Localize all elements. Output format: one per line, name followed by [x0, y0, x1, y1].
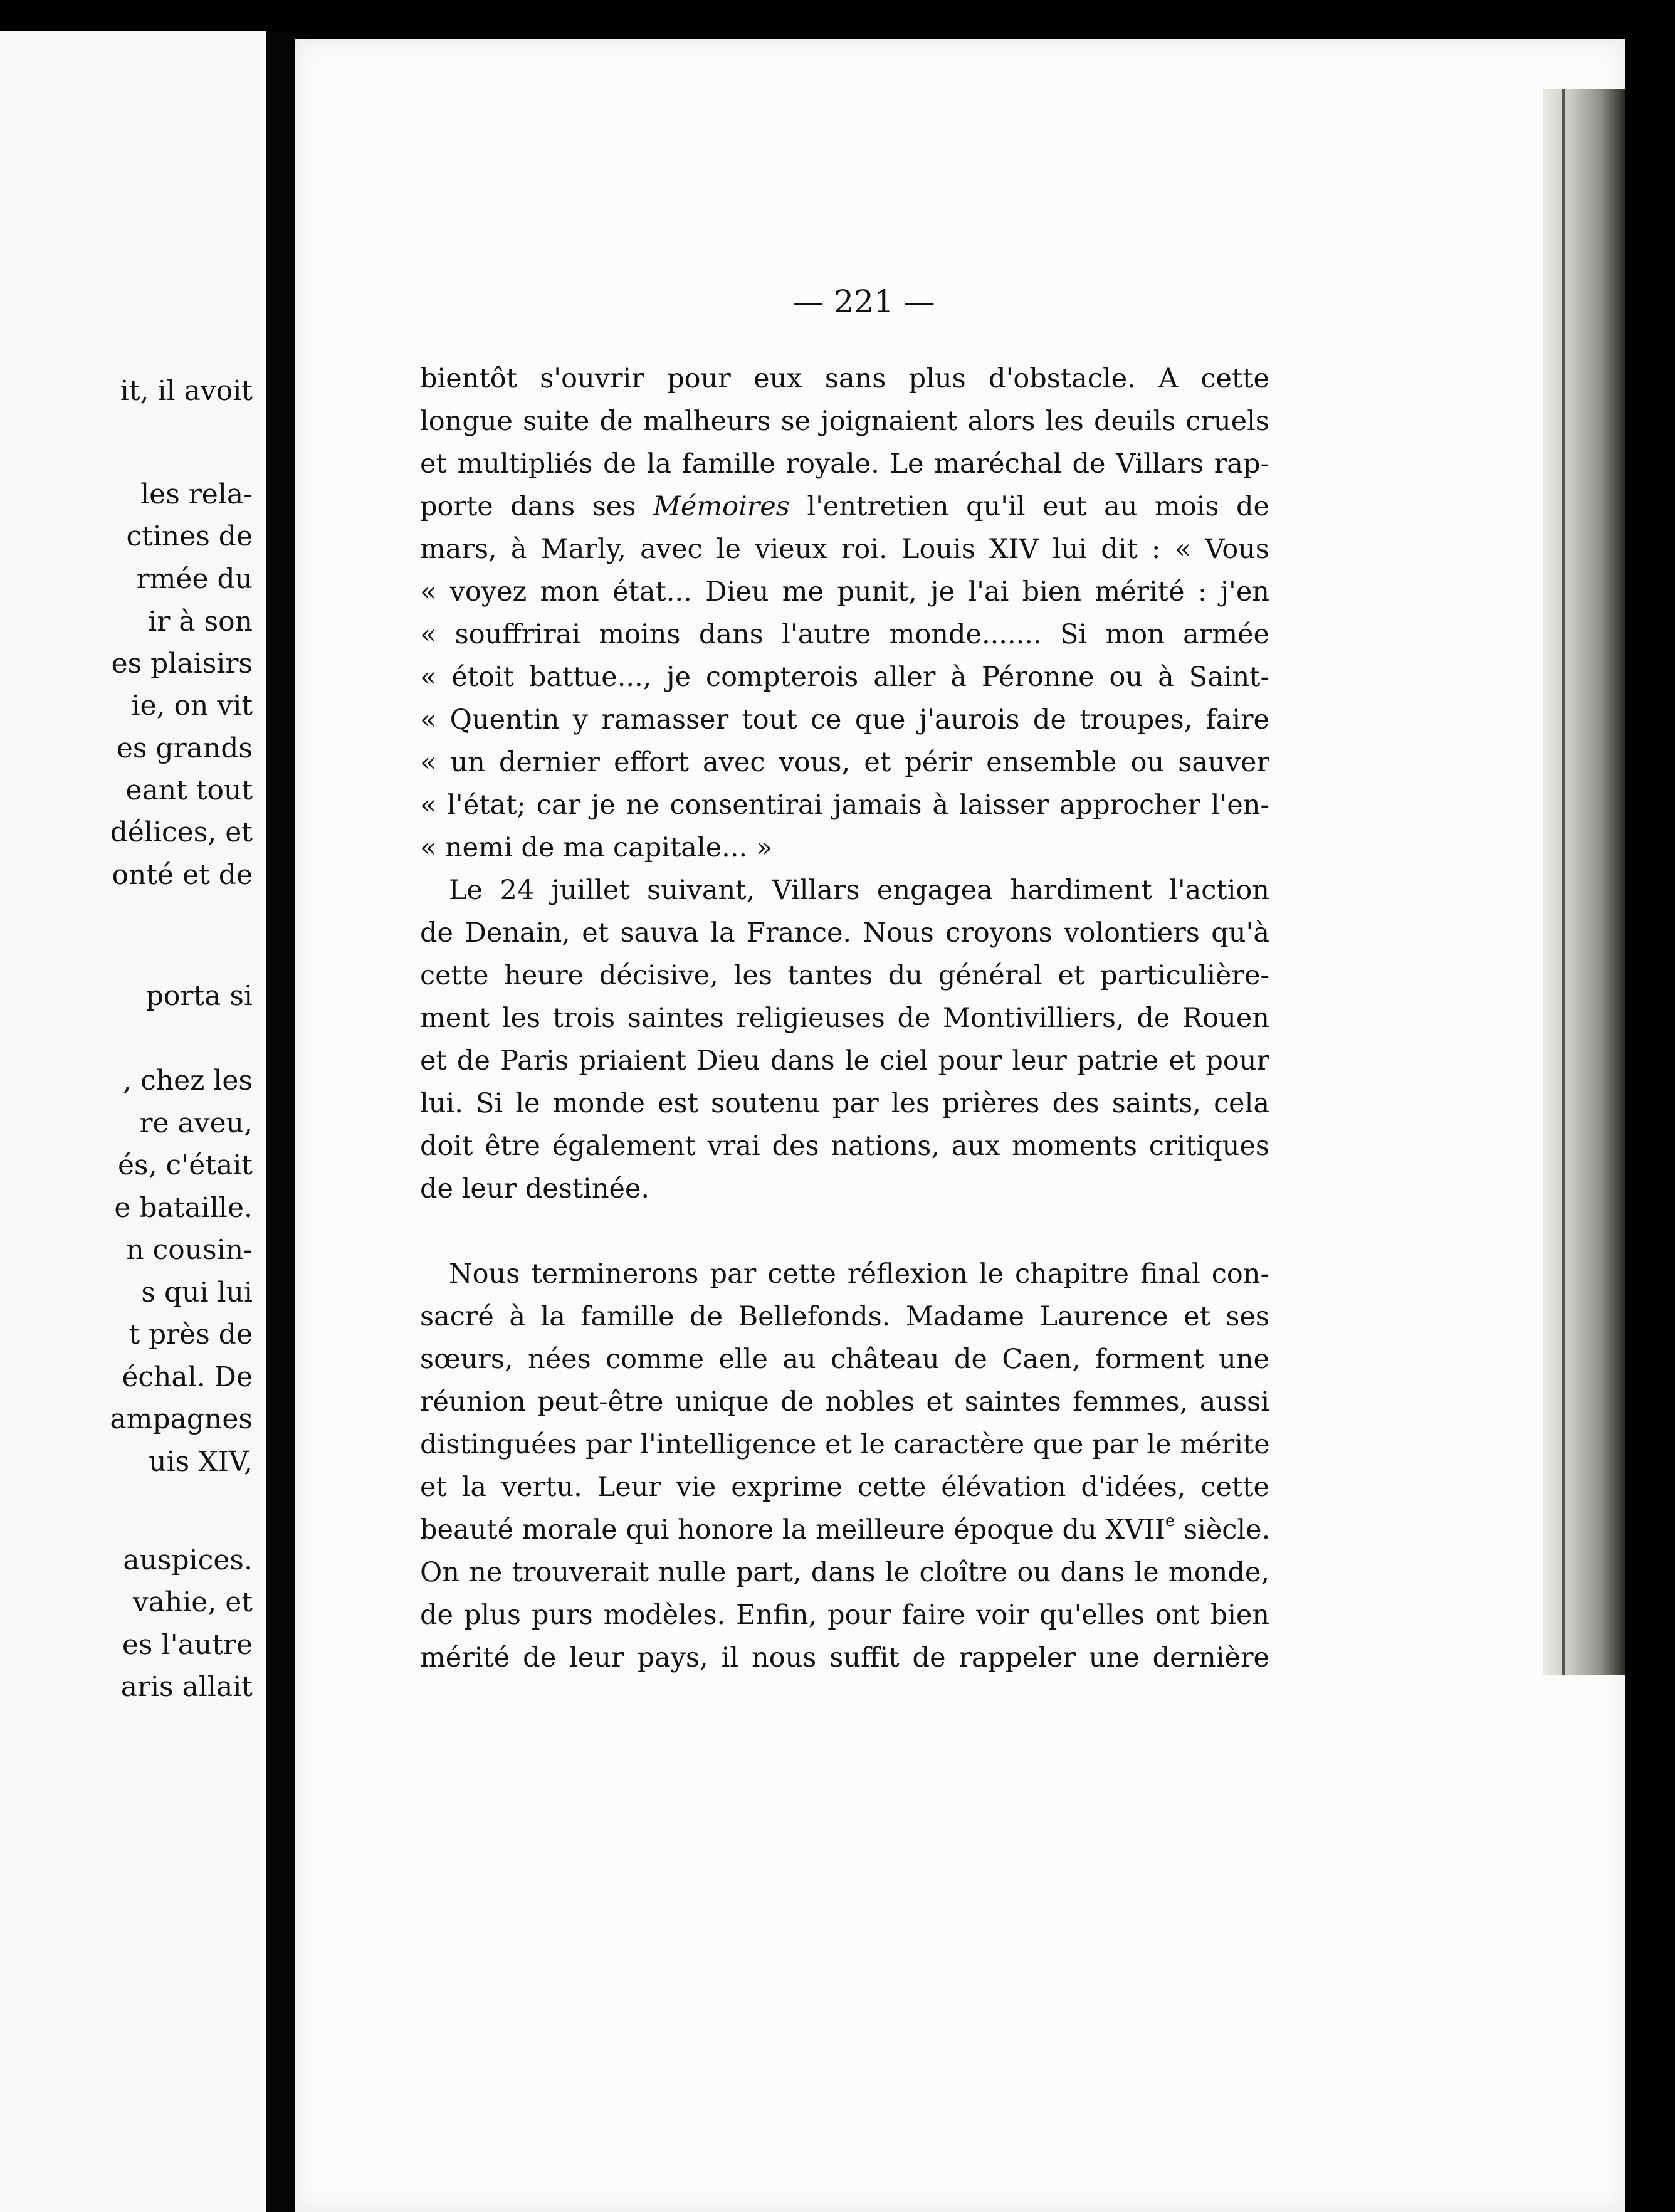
text-segment: beauté morale qui honore la meilleure époque du XVII	[420, 1514, 1165, 1546]
text-line: « Quentin y ramasser tout ce que j'aurois de troupes, faire	[420, 704, 1269, 735]
text-line: de plus purs modèles. Enfin, pour faire voir qu'elles ont bien	[420, 1599, 1269, 1631]
left-fragment: eant tout	[125, 774, 253, 806]
left-fragment: ctines de	[126, 520, 253, 552]
text-segment: siècle.	[1184, 1514, 1271, 1546]
text-line: mars, à Marly, avec le vieux roi. Louis XIV lui dit : « Vous	[420, 534, 1269, 565]
text-line: de leur destinée.	[420, 1173, 650, 1204]
left-fragment: n cousin-	[126, 1234, 253, 1266]
text-line: doit être également vrai des nations, aux moments critiques	[420, 1130, 1269, 1162]
text-line: ment les trois saintes religieuses de Montivilliers, de Rouen	[420, 1003, 1269, 1034]
text-line: mérité de leur pays, il nous suffit de rappeler une dernière	[420, 1642, 1269, 1673]
text-line: réunion peut-être unique de nobles et saintes femmes, aussi	[420, 1386, 1269, 1418]
text-line	[420, 485, 1269, 528]
left-fragment: t près de	[129, 1319, 253, 1351]
body-text	[420, 357, 1269, 1679]
left-fragment: les rela-	[140, 478, 253, 510]
text-line: « souffrirai moins dans l'autre monde....... Si mon armée	[420, 619, 1269, 650]
superscript: e	[1165, 1512, 1175, 1530]
left-fragment: auspices.	[123, 1544, 253, 1576]
left-fragment: es grands	[116, 732, 253, 764]
left-fragment: porta si	[145, 980, 253, 1012]
text-line: sœurs, nées comme elle au château de Caen, forment une	[420, 1344, 1269, 1375]
text-line: lui. Si le monde est soutenu par les prières des saints, cela	[420, 1088, 1269, 1119]
text-line: cette heure décisive, les tantes du général et particulière-	[420, 960, 1269, 991]
left-fragment: és, c'était	[117, 1149, 253, 1181]
italic-title: Mémoires	[653, 491, 790, 522]
text-line: distinguées par l'intelligence et le caractère que par le mérite	[420, 1429, 1270, 1460]
text-segment: l'entretien qu'il eut au mois de	[807, 491, 1269, 522]
text-line: « étoit battue..., je compterois aller à Péronne ou à Saint-	[420, 661, 1269, 693]
left-fragment: onté et de	[112, 859, 253, 891]
left-fragment: , chez les	[123, 1065, 253, 1097]
left-fragment: uis XIV,	[149, 1446, 253, 1478]
left-fragment: aris allait	[120, 1671, 253, 1703]
text-line: Nous terminerons par cette réflexion le chapitre final con-	[449, 1258, 1269, 1290]
paragraph-gap	[420, 1210, 1269, 1253]
left-fragment: échal. De	[122, 1361, 253, 1393]
left-fragment: ir à son	[148, 606, 253, 638]
text-line: « l'état; car je ne consentirai jamais à laisser approcher l'en-	[420, 789, 1269, 821]
text-line: sacré à la famille de Bellefonds. Madame Laurence et ses	[420, 1301, 1269, 1332]
left-fragment: es l'autre	[122, 1629, 253, 1661]
page-number: — 221 —	[792, 283, 935, 320]
text-line: de Denain, et sauva la France. Nous croyons volontiers qu'à	[420, 917, 1269, 949]
page-edge-shadow	[1543, 89, 1625, 1675]
text-line: bientôt s'ouvrir pour eux sans plus d'obstacle. A cette	[420, 363, 1269, 394]
text-line	[420, 1509, 1269, 1551]
text-line: « un dernier effort avec vous, et périr ensemble ou sauver	[420, 747, 1269, 778]
left-facing-page	[0, 31, 266, 2212]
left-fragment: délices, et	[110, 816, 253, 848]
text-line: et multipliés de la famille royale. Le maréchal de Villars rap-	[420, 448, 1269, 480]
left-fragment: ampagnes	[110, 1403, 253, 1435]
left-fragment: re aveu,	[139, 1107, 253, 1139]
left-fragment: es plaisirs	[111, 648, 253, 680]
text-line: « voyez mon état... Dieu me punit, je l'ai bien mérité : j'en	[420, 576, 1269, 608]
text-segment: porte dans ses	[420, 491, 636, 522]
left-fragment: ie, on vit	[131, 690, 253, 722]
left-fragment: vahie, et	[132, 1586, 253, 1618]
left-fragment: s qui lui	[141, 1277, 253, 1309]
left-fragment: e bataille.	[114, 1192, 253, 1224]
text-line: Le 24 juillet suivant, Villars engagea hardiment l'action	[449, 875, 1269, 906]
text-line: et de Paris priaient Dieu dans le ciel pour leur patrie et pour	[420, 1045, 1269, 1077]
left-fragment: it, il avoit	[120, 375, 253, 407]
text-line: longue suite de malheurs se joignaient alors les deuils cruels	[420, 406, 1269, 437]
text-line: et la vertu. Leur vie exprime cette élévation d'idées, cette	[420, 1472, 1269, 1503]
text-line: On ne trouverait nulle part, dans le cloître ou dans le monde,	[420, 1557, 1269, 1588]
text-line: « nemi de ma capitale... »	[420, 832, 773, 863]
left-fragment: rmée du	[136, 563, 253, 595]
